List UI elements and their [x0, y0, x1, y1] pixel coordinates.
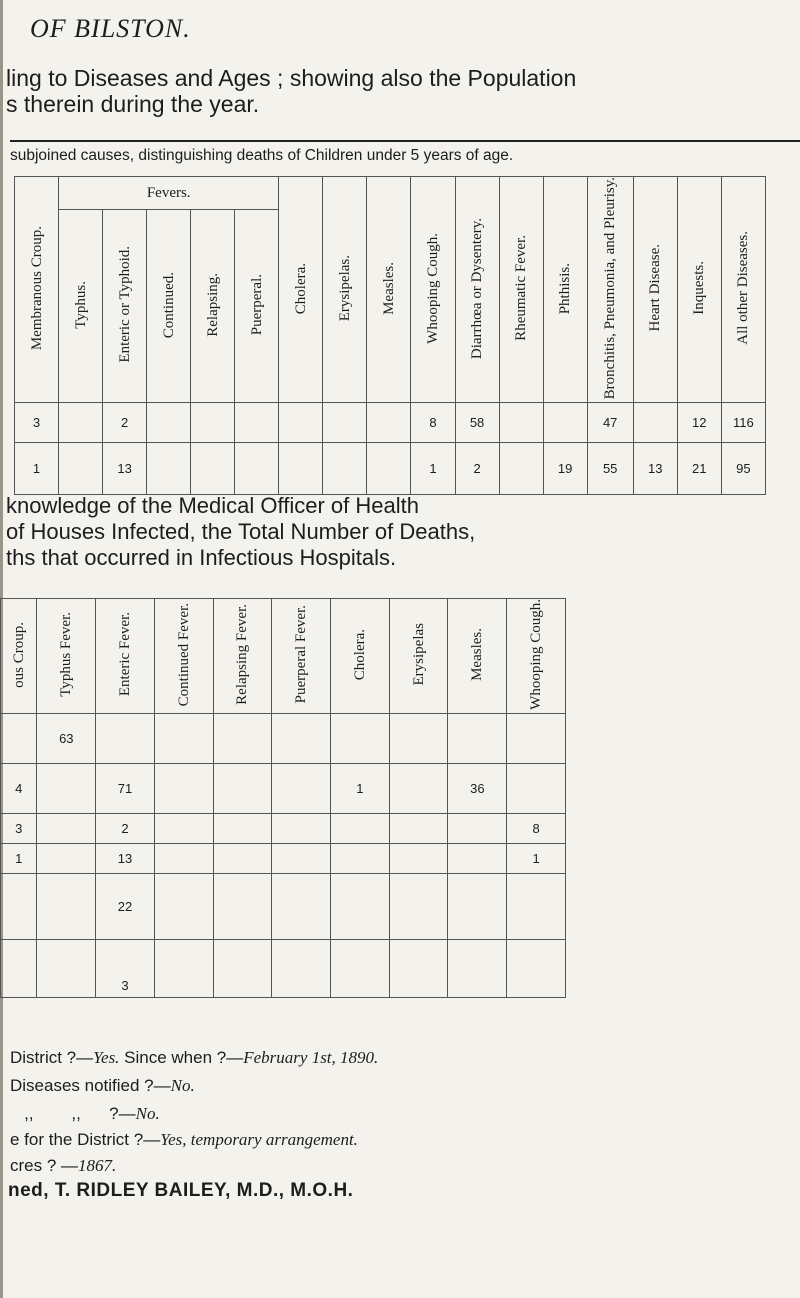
cell: 1 — [507, 843, 566, 873]
table-row — [1, 813, 566, 843]
deaths-table — [14, 176, 766, 495]
cell — [59, 403, 103, 443]
col-typhus-fever: Typhus Fever. — [37, 599, 96, 714]
cell — [154, 843, 213, 873]
question-3: ,, ,, ?—No. — [10, 1104, 160, 1123]
cell: 1 — [411, 443, 455, 495]
cell — [448, 813, 507, 843]
table-row — [1, 939, 566, 997]
cell — [331, 939, 390, 997]
cell: 95 — [721, 443, 765, 495]
question-5: cres ? —1867. — [10, 1156, 117, 1175]
cell — [499, 443, 543, 495]
cell: 19 — [543, 443, 587, 495]
col-membranous-croup: Membranous Croup. — [15, 177, 59, 403]
cell — [213, 763, 272, 813]
cell — [1, 873, 37, 939]
col-measles: Measles. — [448, 599, 507, 714]
cell: 116 — [721, 403, 765, 443]
cell — [1, 713, 37, 763]
cell — [331, 873, 390, 939]
cell: 22 — [96, 873, 155, 939]
cell — [213, 843, 272, 873]
question-2: Diseases notified ?—No. — [10, 1076, 195, 1095]
col-puerperal: Puerperal. — [235, 210, 279, 403]
cell: 13 — [96, 843, 155, 873]
cell: 8 — [507, 813, 566, 843]
cell — [389, 843, 448, 873]
question-1: District ?—Yes. Since when ?—February 1st, 1890. — [10, 1048, 379, 1067]
cell — [37, 939, 96, 997]
section2-line-3: ths that occurred in Infectious Hospitals. — [6, 545, 397, 570]
col-enteric-fever: Enteric Fever. — [96, 599, 155, 714]
cell: 47 — [587, 403, 633, 443]
cell — [37, 763, 96, 813]
col-relapsing-fever: Relapsing Fever. — [213, 599, 272, 714]
cell — [96, 713, 155, 763]
table-row — [1, 843, 566, 873]
cell: 12 — [677, 403, 721, 443]
cell — [448, 713, 507, 763]
cell — [191, 403, 235, 443]
col-continued: Continued. — [147, 210, 191, 403]
infectious-table — [0, 598, 566, 998]
table-row — [15, 443, 766, 495]
col-whooping-cough: Whooping Cough. — [507, 599, 566, 714]
cell: 8 — [411, 403, 455, 443]
cell: 3 — [15, 403, 59, 443]
table-row — [1, 763, 566, 813]
col-erysipelas: Erysipelas. — [323, 177, 367, 403]
cell: 4 — [1, 763, 37, 813]
cell — [633, 403, 677, 443]
cell: 71 — [96, 763, 155, 813]
cell — [147, 443, 191, 495]
cell — [213, 873, 272, 939]
cell — [543, 403, 587, 443]
cell — [448, 939, 507, 997]
cell: 3 — [96, 939, 155, 997]
intro-line-2: s therein during the year. — [6, 91, 260, 117]
cell — [507, 873, 566, 939]
top-rule — [10, 140, 800, 142]
cell — [1, 939, 37, 997]
fevers-group-header: Fevers. — [59, 177, 279, 210]
cell — [323, 403, 367, 443]
col-all-other: All other Diseases. — [721, 177, 765, 403]
col-erysipelas: Erysipelas — [389, 599, 448, 714]
signature: ned, T. RIDLEY BAILEY, M.D., M.O.H. — [8, 1180, 354, 1201]
cell: 58 — [455, 403, 499, 443]
intro-line-1: ling to Diseases and Ages ; showing also the Population — [6, 65, 577, 91]
cell — [499, 403, 543, 443]
col-measles: Measles. — [367, 177, 411, 403]
col-inquests: Inquests. — [677, 177, 721, 403]
cell — [507, 713, 566, 763]
col-cholera: Cholera. — [279, 177, 323, 403]
cell — [272, 813, 331, 843]
cell — [389, 873, 448, 939]
cell — [37, 843, 96, 873]
cell — [154, 813, 213, 843]
cell — [191, 443, 235, 495]
cell — [331, 713, 390, 763]
cell: 1 — [331, 763, 390, 813]
cell — [213, 939, 272, 997]
col-heart-disease: Heart Disease. — [633, 177, 677, 403]
cell: 13 — [633, 443, 677, 495]
col-enteric: Enteric or Typhoid. — [103, 210, 147, 403]
col-croup: ous Croup. — [1, 599, 37, 714]
cell — [507, 939, 566, 997]
cell — [448, 873, 507, 939]
cell: 13 — [103, 443, 147, 495]
cell: 21 — [677, 443, 721, 495]
cell: 55 — [587, 443, 633, 495]
cell: 3 — [1, 813, 37, 843]
cell — [279, 403, 323, 443]
cell — [323, 443, 367, 495]
col-phthisis: Phthisis. — [543, 177, 587, 403]
cell — [331, 843, 390, 873]
cell — [367, 443, 411, 495]
cell — [448, 843, 507, 873]
cell — [331, 813, 390, 843]
cell — [154, 873, 213, 939]
cell — [272, 713, 331, 763]
question-4: e for the District ?—Yes, temporary arrangement. — [10, 1130, 358, 1149]
cell: 1 — [15, 443, 59, 495]
cell — [154, 763, 213, 813]
page-title: OF BILSTON. — [30, 14, 191, 43]
cell — [279, 443, 323, 495]
cell — [389, 939, 448, 997]
col-continued-fever: Continued Fever. — [154, 599, 213, 714]
cell — [154, 713, 213, 763]
cell — [235, 403, 279, 443]
cell — [59, 443, 103, 495]
cell — [213, 813, 272, 843]
cell — [272, 873, 331, 939]
cell — [154, 939, 213, 997]
cell: 2 — [103, 403, 147, 443]
cell — [389, 713, 448, 763]
cell — [507, 763, 566, 813]
col-whooping-cough: Whooping Cough. — [411, 177, 455, 403]
col-puerperal-fever: Puerperal Fever. — [272, 599, 331, 714]
col-diarrhoea: Diarrhœa or Dysentery. — [455, 177, 499, 403]
cell — [367, 403, 411, 443]
cell: 36 — [448, 763, 507, 813]
cell — [272, 939, 331, 997]
cell — [235, 443, 279, 495]
cell — [389, 763, 448, 813]
col-relapsing: Relapsing. — [191, 210, 235, 403]
table-row — [1, 873, 566, 939]
cell — [37, 813, 96, 843]
cell — [213, 713, 272, 763]
cell: 63 — [37, 713, 96, 763]
table-row — [1, 713, 566, 763]
table-row — [15, 403, 766, 443]
section2-line-1: knowledge of the Medical Officer of Health — [6, 493, 419, 518]
section2-line-2: of Houses Infected, the Total Number of Deaths, — [6, 519, 476, 544]
cell — [272, 763, 331, 813]
table1-caption: subjoined causes, distinguishing deaths of Children under 5 years of age. — [10, 147, 514, 164]
cell — [37, 873, 96, 939]
cell — [147, 403, 191, 443]
col-bronchitis: Bronchitis, Pneumonia, and Pleurisy. — [587, 177, 633, 403]
col-typhus: Typhus. — [59, 210, 103, 403]
cell — [272, 843, 331, 873]
col-cholera: Cholera. — [331, 599, 390, 714]
col-rheumatic-fever: Rheumatic Fever. — [499, 177, 543, 403]
cell: 1 — [1, 843, 37, 873]
cell: 2 — [455, 443, 499, 495]
cell: 2 — [96, 813, 155, 843]
cell — [389, 813, 448, 843]
